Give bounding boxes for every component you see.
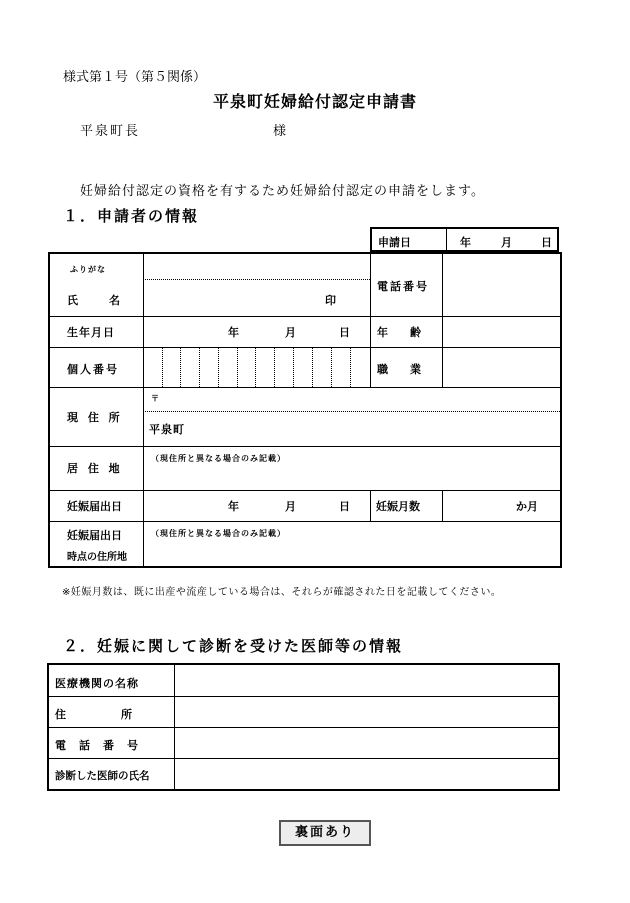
pregnancy-address-note: （現住所と異なる場合のみ記載）	[151, 529, 286, 538]
application-date-label: 申請日	[378, 236, 411, 249]
pregnancy-months-label: 妊娠月数	[376, 500, 420, 513]
clinic-name-label: 医療機関の名称	[55, 677, 139, 690]
notice-year: 年	[228, 500, 239, 513]
honorific: 様	[273, 124, 287, 139]
applicant-table	[48, 252, 562, 568]
clinic-address-label: 住 所	[55, 708, 132, 721]
pregnancy-address-label-1: 妊娠届出日	[67, 529, 122, 542]
pregnancy-notice-date-label: 妊娠届出日	[67, 500, 122, 513]
residence-note: （現住所と異なる場合のみ記載）	[151, 454, 286, 463]
form-number: 様式第１号（第５関係）	[63, 70, 207, 85]
doctor-name-label: 診断した医師の氏名	[55, 770, 150, 782]
age-label: 年 齢	[377, 326, 421, 339]
address-label: 現 住 所	[67, 411, 123, 424]
section1-heading: １．申請者の情報	[63, 207, 200, 225]
months-unit: か月	[516, 500, 538, 513]
addressee: 平泉町長	[80, 124, 141, 139]
section2-heading: ２．妊娠に関して診断を受けた医師等の情報	[63, 637, 404, 655]
residence-label: 居 住 地	[67, 462, 123, 475]
application-date-box	[370, 227, 559, 252]
date-year: 年	[460, 236, 471, 249]
footnote: ※妊娠月数は、既に出産や流産している場合は、それらが確認された日を記載してください。	[62, 587, 502, 598]
seal-mark: 印	[325, 294, 336, 307]
intro-text: 妊婦給付認定の資格を有するため妊婦給付認定の申請をします。	[80, 184, 485, 199]
personal-number-label: 個人番号	[67, 363, 119, 376]
date-day: 日	[541, 236, 552, 249]
town-name: 平泉町	[149, 423, 185, 436]
notice-day: 日	[339, 500, 350, 513]
occupation-label: 職 業	[377, 363, 421, 376]
notice-month: 月	[285, 500, 296, 513]
date-month: 月	[501, 236, 512, 249]
furigana-label: ふりがな	[70, 265, 106, 274]
doctor-table	[47, 663, 560, 791]
birth-month: 月	[285, 326, 296, 339]
reverse-side-label: 裏面あり	[279, 820, 371, 846]
clinic-phone-label: 電 話 番 号	[55, 739, 139, 752]
name-label: 氏 名	[67, 294, 123, 307]
birthdate-label: 生年月日	[67, 326, 115, 339]
pregnancy-address-label-2: 時点の住所地	[67, 552, 127, 563]
postal-mark: 〒	[151, 394, 160, 403]
birth-day: 日	[339, 326, 350, 339]
page-title: 平泉町妊婦給付認定申請書	[212, 92, 417, 111]
birth-year: 年	[228, 326, 239, 339]
phone-label: 電話番号	[377, 280, 429, 293]
